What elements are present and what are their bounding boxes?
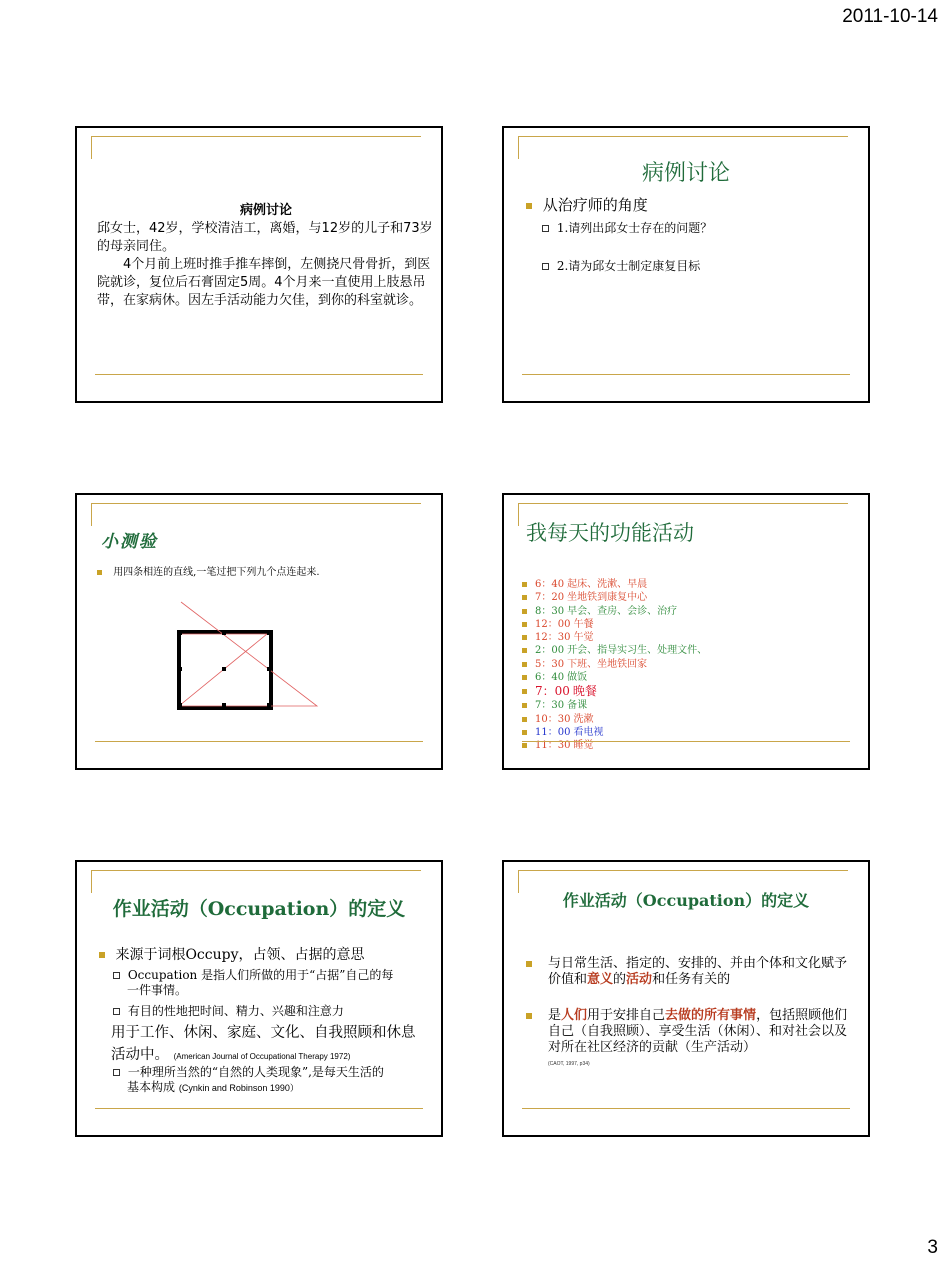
highlight-all-things: 去做的所有事情: [665, 1008, 757, 1023]
slide-bottom-rule: [522, 374, 850, 375]
activity-text: 午餐: [573, 618, 594, 630]
bullet-square-icon: [526, 203, 532, 209]
continuation-line-2: 活动中。: [111, 1047, 169, 1063]
activity-text: 睡觉: [573, 740, 594, 752]
hollow-square-bullet-icon: [113, 1069, 120, 1076]
sub-bullet-text: Occupation 是指人们所做的用于“占据”自己的每: [127, 968, 394, 982]
slide-occupation-definition-1: [75, 860, 443, 1137]
bullet-therapist-view: [526, 194, 648, 215]
sub-bullet-text-cont: 基本构成: [127, 1080, 176, 1094]
citation-cynkin: (Cynkin and Robinson 1990）: [178, 1083, 299, 1093]
activity-time: 2：00: [535, 645, 565, 657]
sub-bullet-text: 有目的性地把时间、精力、兴趣和注意力: [127, 1004, 344, 1018]
slide-corner-decoration: [91, 870, 120, 893]
hollow-square-bullet-icon: [113, 1008, 120, 1015]
activity-time: 7：20: [535, 592, 565, 604]
purposeful-continuation: [111, 1022, 416, 1068]
activity-item: [522, 713, 707, 726]
activity-time: 11：30: [535, 740, 571, 752]
bullet-square-icon: [522, 609, 527, 614]
question-text: 1.请列出邱女士存在的问题？: [556, 221, 713, 235]
activity-time: 10：30: [535, 713, 571, 725]
bullet-square-icon: [522, 675, 527, 680]
sub-bullet-text: 一种理所当然的“自然的人类现象”,是每天生活的: [127, 1065, 384, 1079]
activity-time: 5：30: [535, 658, 565, 670]
bullet-square-icon: [522, 689, 527, 694]
bullet-text: 来源于词根Occupy，占领、占据的意思: [115, 947, 365, 963]
slide-top-rule: [518, 503, 848, 504]
text-segment: 是: [548, 1008, 562, 1023]
bullet-square-icon: [526, 961, 532, 967]
bullet-square-icon: [99, 952, 105, 958]
activity-text: 起床、洗漱、早晨: [567, 579, 648, 590]
activity-text: 坐地铁到康复中心: [567, 592, 648, 604]
text-segment: 和任务有关的: [652, 972, 731, 987]
text-segment: 与日常生活、指定的、安排的、并由个体和文化赋予价值和: [548, 956, 848, 987]
activity-item: [522, 726, 707, 739]
slide-title: 病例讨论: [641, 161, 730, 186]
activity-time: 7：30: [535, 700, 565, 712]
activity-item: [522, 618, 707, 631]
page-number: 3: [927, 1237, 938, 1258]
bullet-square-icon: [522, 582, 527, 587]
sub-bullet-natural-phenomenon: [113, 1065, 433, 1096]
text-segment: 用于安排自己: [587, 1008, 666, 1023]
definition-text: [548, 956, 856, 988]
bullet-square-icon: [522, 635, 527, 640]
question-text: 2.请为邱女士制定康复目标: [556, 259, 701, 273]
definition-text: [548, 1008, 856, 1056]
sub-bullet-purposeful: [113, 1004, 344, 1019]
bullet-square-icon: [526, 1013, 532, 1019]
citation-ajot: (American Journal of Occupational Therapy 1972): [173, 1052, 351, 1061]
sub-bullet-text-cont: 一件事情。: [127, 983, 188, 997]
highlight-people: 人们: [561, 1008, 588, 1023]
text-segment: ，包括照顾他们自己（自我照顾）、享受生活（休闲）、和对社会以及对所在社区经济的贡献（生产活动）: [548, 1008, 848, 1055]
activity-text: 洗漱: [573, 713, 594, 725]
definition-paragraph-2: [526, 1008, 856, 1072]
slide-top-rule: [91, 870, 421, 871]
slide-occupation-definition-2: [502, 860, 870, 1137]
question-1: [542, 219, 712, 236]
slide-body: [97, 202, 435, 310]
slide-quiz: [75, 493, 443, 770]
solution-lines: [179, 602, 317, 706]
activity-time: 8：30: [535, 605, 565, 617]
activity-item: [522, 644, 707, 657]
definition-paragraph-1: [526, 956, 856, 988]
bullet-square-icon: [522, 595, 527, 600]
activity-text: 下班、坐地铁回家: [567, 658, 648, 670]
case-paragraph-1: 邱女士，42岁，学校清洁工，离婚，与12岁的儿子和73岁的母亲同住。: [97, 221, 433, 254]
slide-top-rule: [91, 136, 421, 137]
bullet-square-icon: [522, 662, 527, 667]
slide-case-discussion-questions: [502, 126, 870, 403]
sub-bullet-occupation: [113, 968, 433, 998]
continuation-line-1: 用于工作、休闲、家庭、文化、自我照顾和休息: [111, 1025, 416, 1041]
bullet-square-icon: [522, 730, 527, 735]
slide-corner-decoration: [91, 136, 120, 159]
activity-item: [522, 605, 707, 618]
activity-item: [522, 631, 707, 644]
activity-item: [522, 591, 707, 604]
slide-bottom-rule: [95, 741, 423, 742]
activity-text: 开会、指导实习生、处理文件、: [567, 645, 708, 657]
bullet-square-icon: [522, 717, 527, 722]
activity-item: [522, 671, 707, 684]
bullet-square-icon: [522, 743, 527, 748]
slide-daily-activities: [502, 493, 870, 770]
hollow-square-bullet-icon: [542, 263, 549, 270]
slide-bottom-rule: [95, 1108, 423, 1109]
activity-time: 7：00: [535, 684, 570, 699]
activity-text: 午觉: [573, 632, 594, 644]
activity-item: [522, 699, 707, 712]
case-paragraph-2: 4个月前上班时推手推车摔倒，左侧挠尺骨骨折，到医院就诊，复位后石膏固定5周。4个月来一直使用上肢悬吊带，在家病休。因左手活动能力欠佳，到你的科室就诊。: [97, 257, 431, 308]
hollow-square-bullet-icon: [542, 225, 549, 232]
bullet-root-word: [99, 946, 365, 964]
text-segment: 的: [613, 972, 627, 987]
highlight-meaning: 意义: [587, 972, 614, 987]
activity-list: [522, 578, 707, 753]
activity-time: 12：30: [535, 632, 571, 644]
bullet-text: 用四条相连的直线,一笔过把下列九个点连起来.: [113, 567, 320, 578]
activity-time: 12：00: [535, 618, 571, 630]
slide-title: 作业活动（Occupation）的定义: [112, 898, 406, 920]
activity-text: 备课: [567, 700, 588, 712]
slide-bottom-rule: [522, 1108, 850, 1109]
header-date: 2011-10-14: [842, 6, 938, 27]
slide-case-discussion: [75, 126, 443, 403]
activity-text: 做饭: [567, 672, 588, 684]
activity-item: [522, 578, 707, 591]
question-2: [542, 257, 700, 274]
slide-top-rule: [518, 870, 848, 871]
activity-text: 早会、查房、会诊、治疗: [567, 605, 678, 617]
bullet-text: 从治疗师的角度: [542, 196, 648, 214]
bullet-square-icon: [522, 622, 527, 627]
slide-bottom-rule: [522, 741, 850, 742]
highlight-activity: 活动: [626, 972, 653, 987]
slide-title: 我每天的功能活动: [526, 521, 694, 545]
activity-time: 6：40: [535, 579, 565, 590]
nine-dots-puzzle: [77, 495, 443, 770]
activity-time: 11：00: [535, 726, 571, 738]
slide-title: 小测验: [101, 532, 158, 552]
activity-item: [522, 658, 707, 671]
slide-title: 作业活动（Occupation）的定义: [562, 891, 810, 910]
bullet-square-icon: [522, 703, 527, 708]
slide-bottom-rule: [95, 374, 423, 375]
hollow-square-bullet-icon: [113, 972, 120, 979]
slide-top-rule: [518, 136, 848, 137]
activity-time: 6：40: [535, 672, 565, 684]
slide-title: 病例讨论: [239, 203, 292, 218]
activity-text: 看电视: [573, 726, 604, 738]
citation-caot: (CAOT, 1997, p34): [548, 1061, 590, 1067]
activity-text: 晚餐: [572, 684, 597, 699]
bullet-square-icon: [522, 648, 527, 653]
activity-item: [522, 684, 707, 699]
